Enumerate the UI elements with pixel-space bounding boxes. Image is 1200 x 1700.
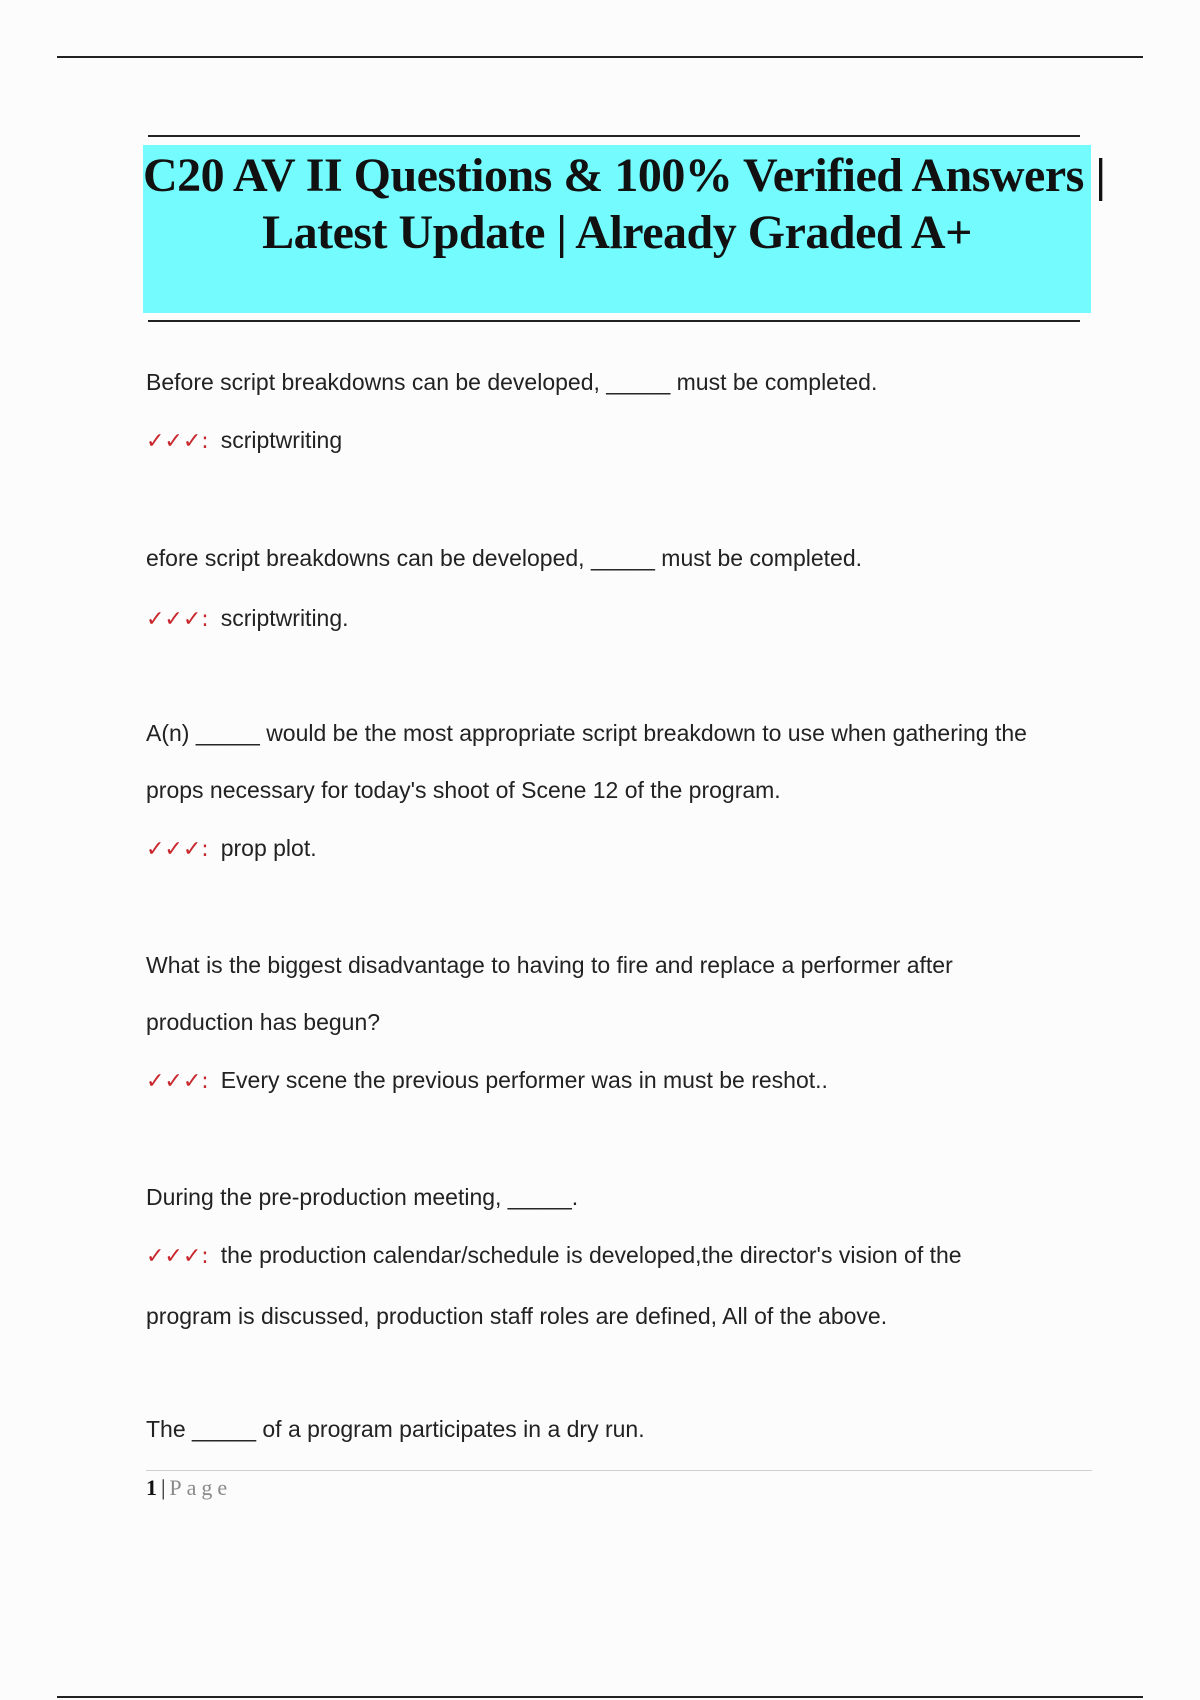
document-title-line-2: Latest Update | Already Graded A+ [262,206,972,259]
checkmark-icon: ✓✓✓: [146,607,209,632]
checkmark-icon: ✓✓✓: [146,1069,209,1094]
question-text: efore script breakdowns can be developed, _____ must be completed. [146,545,862,571]
answer-text: scriptwriting. [220,605,349,631]
answer-text: Every scene the previous performer was in must be reshot.. [220,1067,828,1093]
answer-text: scriptwriting [220,427,343,453]
answer-line [146,833,317,865]
title-bottom-rule [148,320,1080,322]
footer-rule [146,1470,1092,1471]
question-text: The _____ of a program participates in a dry run. [146,1416,645,1442]
title-top-rule [148,135,1080,137]
checkmark-icon: ✓✓✓: [146,429,209,454]
document-title-line-1: C20 AV II Questions & 100% Verified Answers | [143,149,1106,202]
page-number: 1 [146,1475,157,1500]
answer-line [146,603,349,635]
question-text: A(n) _____ would be the most appropriate script breakdown to use when gathering the [146,720,1027,746]
page-footer [146,1474,232,1502]
page-bottom-rule [57,1696,1143,1698]
page-label: Page [169,1475,233,1500]
answer-line [146,425,342,457]
question-text: Before script breakdowns can be developed, _____ must be completed. [146,369,878,395]
answer-text-continued: program is discussed, production staff roles are defined, All of the above. [146,1303,888,1329]
answer-line [146,1065,828,1097]
question-text: What is the biggest disadvantage to having to fire and replace a performer after [146,952,953,978]
question-text: During the pre-production meeting, _____. [146,1184,579,1210]
answer-line [146,1240,962,1272]
page-top-rule [57,56,1143,58]
document-title-banner [143,145,1106,313]
checkmark-icon: ✓✓✓: [146,1244,209,1269]
page-separator: | [161,1475,166,1500]
question-text: props necessary for today's shoot of Scene 12 of the program. [146,777,781,803]
question-text: production has begun? [146,1009,381,1035]
checkmark-icon: ✓✓✓: [146,837,209,862]
answer-text: the production calendar/schedule is developed,the director's vision of the [220,1242,962,1268]
answer-text: prop plot. [220,835,317,861]
